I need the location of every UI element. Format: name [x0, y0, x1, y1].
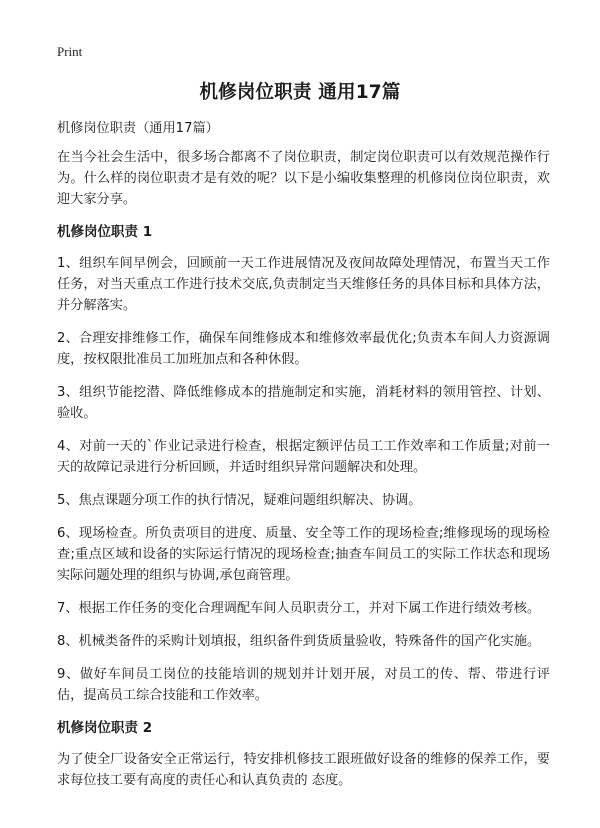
intro-paragraph: 在当今社会生活中，很多场合都离不了岗位职责，制定岗位职责可以有效规范操作行为。什么样的岗位职责才是有效的呢？以下是小编收集整理的机修岗位岗位职责，欢迎大家分享。 — [57, 150, 550, 207]
print-link[interactable]: Print — [57, 44, 83, 59]
section-1-item: 7、根据工作任务的变化合理调配车间人员职责分工，并对下属工作进行绩效考核。 — [57, 601, 541, 616]
section-1-item: 5、焦点课题分项工作的执行情况，疑难问题组织解决、协调。 — [57, 493, 422, 508]
section-1-item: 6、现场检查。所负责项目的进度、质量、安全等工作的现场检查;维修现场的现场检查;重点区域和设备的实际运行情况的现场检查;抽查车间员工的实际工作状态和现场实际问题处理的组织与协调,承包商管理。 — [57, 526, 550, 583]
section-2-item: 为了使全厂设备安全正常运行，特安排机修技工跟班做好设备的维修的保养工作，要求每位技工要有高度的责任心和认真负责的 态度。 — [57, 752, 550, 788]
page-title: 机修岗位职责 通用17篇 — [199, 82, 401, 103]
section-1-item: 9、做好车间员工岗位的技能培训的规划并计划开展，对员工的传、帮、带进行评估，提高员工综合技能和工作效率。 — [57, 667, 550, 703]
section-heading-2: 机修岗位职责 2 — [57, 720, 153, 736]
document-subtitle: 机修岗位职责（通用17篇） — [57, 121, 219, 136]
section-1-item: 2、合理安排维修工作，确保车间维修成本和维修效率最优化;负责本车间人力资源调度，按权限批准员工加班加点和各种休假。 — [57, 331, 550, 367]
document-body — [57, 119, 550, 803]
section-1-item: 8、机械类备件的采购计划填报，组织备件到货质量验收，特殊备件的国产化实施。 — [57, 634, 541, 649]
section-1-item: 4、对前一天的`作业记录进行检查，根据定额评估员工工作效率和工作质量;对前一天的故障记录进行分析回顾，并适时组织异常问题解决和处理。 — [57, 439, 550, 475]
section-1-item: 3、组织节能挖潜、降低维修成本的措施制定和实施，消耗材料的领用管控、计划、验收。 — [57, 385, 550, 421]
section-heading-1: 机修岗位职责 1 — [57, 224, 153, 240]
section-1-item: 1、组织车间早例会，回顾前一天工作进展情况及夜间故障处理情况，布置当天工作任务，对当天重点工作进行技术交底,负责制定当天维修任务的具体目标和具体方法，并分解落实。 — [57, 256, 550, 313]
